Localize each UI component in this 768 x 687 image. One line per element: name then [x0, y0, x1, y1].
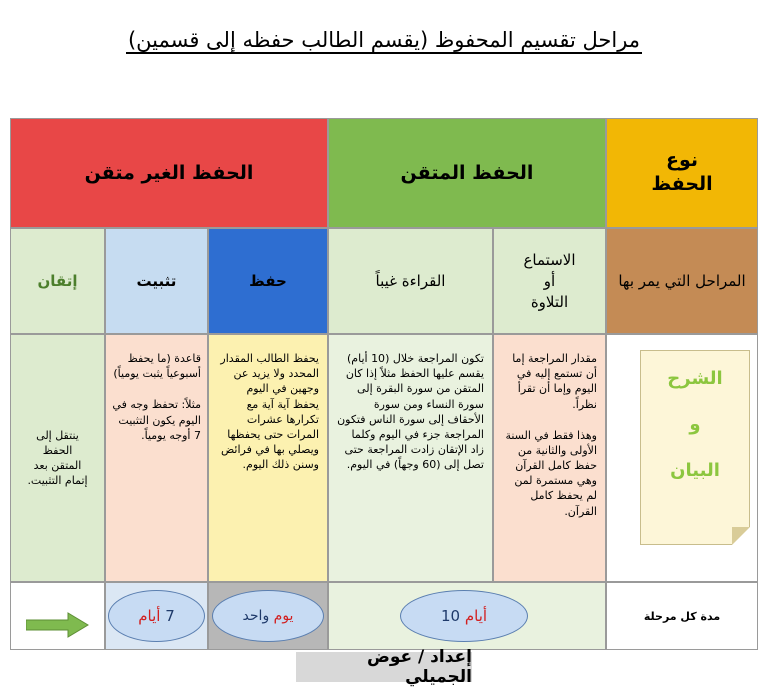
page-title-text: مراحل تقسيم المحفوظ (يقسم الطالب حفظه إلى قسمين) [127, 28, 641, 52]
page-title [0, 28, 768, 52]
stage-listening-line-2: أو [543, 271, 556, 290]
desc-listening-text [502, 351, 597, 519]
duration-reading-unit: أيام [464, 607, 488, 625]
desc-listening-para-1: مقدار المراجعة إما أن تستمع إليه في اليوم وإما أن تقرأ نظراً. [512, 352, 597, 411]
duration-consolidation-oval [108, 590, 205, 642]
header-mastered-label: الحفظ المتقن [400, 162, 534, 184]
stage-listening-line-1: الاستماع [523, 250, 576, 269]
stage-reading-label: القراءة غيباً [375, 271, 446, 290]
desc-consolidation-example: مثلاً: تحفظ وجه في اليوم يكون التثبيت 7 أوجه يومياً. [112, 398, 201, 442]
stage-memorize [208, 228, 328, 334]
desc-consolidation-text [112, 351, 201, 443]
duration-label-cell [606, 582, 758, 650]
explanation-words [641, 369, 749, 506]
header-mastered [328, 118, 606, 228]
duration-label: مدة كل مرحلة [643, 609, 721, 623]
author-footer-text: إعداد / عوض الجميلي [367, 647, 472, 687]
desc-consolidation [105, 334, 208, 582]
desc-reading [328, 334, 493, 582]
duration-reading-oval [400, 590, 528, 642]
explanation-word-1: الشرح [667, 368, 723, 389]
stage-listening-line-3: التلاوة [530, 292, 569, 311]
explanation-word-2: و [689, 413, 701, 435]
stage-stages-label-text: المراحل التي يمر بها [618, 271, 746, 290]
stage-reading [328, 228, 493, 334]
duration-consolidation-num: 7 [165, 607, 175, 625]
duration-memorize-num: واحد [242, 608, 270, 624]
desc-memorize [208, 334, 328, 582]
stage-memorize-label: حفظ [249, 271, 287, 290]
duration-consolidation-unit: أيام [138, 607, 161, 625]
arrow-right-icon [26, 611, 90, 639]
desc-mastery [10, 334, 105, 582]
stage-consolidation [105, 228, 208, 334]
desc-consolidation-rule: قاعدة (ما يحفظ أسبوعياً يثبت يومياً) [113, 352, 201, 381]
desc-listening [493, 334, 606, 582]
duration-memorize-oval [212, 590, 324, 642]
stage-listening [493, 228, 606, 334]
author-footer [296, 647, 472, 687]
stage-mastery-label: إتقان [37, 271, 78, 290]
stage-listening-lines [523, 250, 575, 313]
explanation-page-icon [640, 350, 750, 545]
duration-reading-num: 10 [440, 607, 461, 625]
duration-memorize-unit: يوم [273, 608, 294, 624]
desc-memorize-text: يحفظ الطالب المقدار المحدد ولا يزيد عن وجهين في اليوم يحفظ آية آية مع تكرارها عشرات المرات حتى يحفظها ويصلي بها في فرائض وسنن ذلك اليوم. [220, 352, 319, 472]
stage-mastery [10, 228, 105, 334]
desc-mastery-text: ينتقل إلى الحفظ المتقن بعد إتمام التثبيت. [27, 428, 88, 488]
page-fold [732, 527, 750, 545]
header-not-mastered-label: الحفظ الغير متقن [84, 162, 254, 184]
header-type [606, 118, 758, 228]
desc-listening-para-2: وهذا فقط في السنة الأولى والثانية من حفظ كامل القرآن وهي مستمرة لمن لم يحفظ كامل القرآن. [505, 428, 597, 518]
stage-stages-label [606, 228, 758, 334]
desc-reading-text: تكون المراجعة خلال (10 أيام) يقسم عليها الحفظ مثلاً إذا كان المتقن من سورة البقرة إلى سورة النساء ومن سورة الأحقاف إلى سورة الناس فتكون المراجعة جزء في اليوم وكلما زاد الإتقان زادت المراجعة حتى تصل إلى (60 وجهاً) في اليوم. [337, 352, 484, 472]
header-not-mastered [10, 118, 328, 228]
header-type-label: نوع الحفظ [651, 149, 713, 195]
stage-consolidation-label: تثبيت [136, 271, 177, 290]
explanation-word-3: البيان [670, 459, 720, 481]
